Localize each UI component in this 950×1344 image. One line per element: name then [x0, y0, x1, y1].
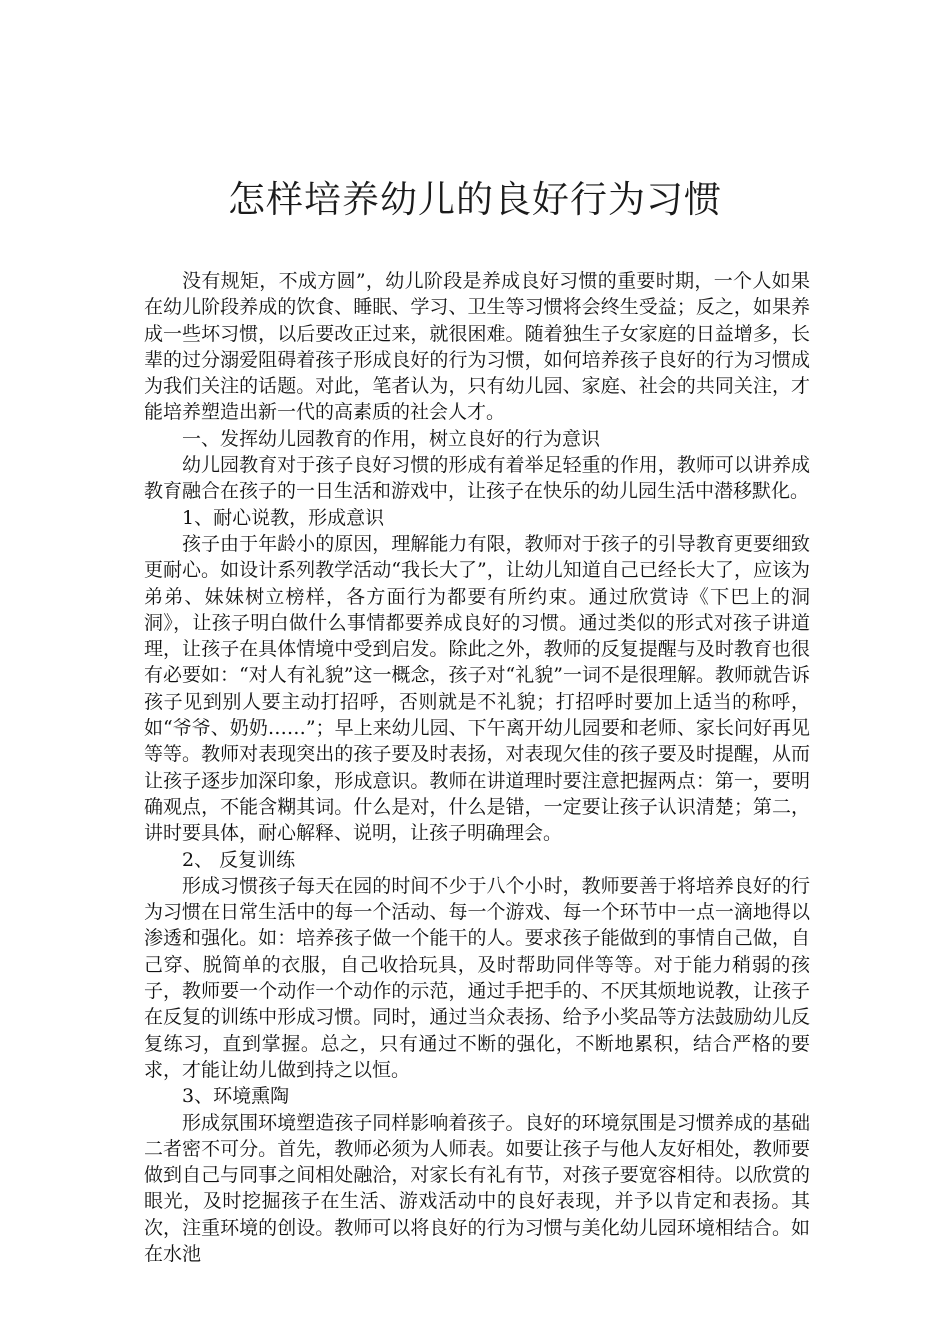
- paragraph-patient-teaching: 孩子由于年龄小的原因，理解能力有限，教师对于孩子的引导教育更要细致更耐心。如设计系列教学活动“我长大了”，让幼儿知道自己已经长大了，应该为弟弟、妹妹树立榜样，各方面行为都要有所约束。通过欣赏诗《下巴上的洞洞》，让孩子明白做什么事情都要养成良好的习惯。通过类似的形式对孩子讲道理，让孩子在具体情境中受到启发。除此之外，教师的反复提醒与及时教育也很有必要如：“对人有礼貌”这一概念，孩子对“礼貌”一词不是很理解。教师就告诉孩子见到别人要主动打招呼，否则就是不礼貌；打招呼时要加上适当的称呼，如“爷爷、奶奶……”；早上来幼儿园、下午离开幼儿园要和老师、家长问好再见等等。教师对表现突出的孩子要及时表扬，对表现欠佳的孩子要及时提醒，从而让孩子逐步加深印象，形成意识。教师在讲道理时要注意把握两点：第一，要明确观点，不能含糊其词。什么是对，什么是错，一定要让孩子认识清楚；第二，讲时要具体，耐心解释、说明，让孩子明确理会。: [144, 532, 810, 845]
- subheading-environment: 3、环境熏陶: [182, 1085, 290, 1108]
- document-title: 怎样培养幼儿的良好行为习惯: [228, 178, 722, 221]
- document-body: [144, 268, 810, 1267]
- subheading-repeated-training: 2、 反复训练: [182, 848, 296, 871]
- subheading-patient-teaching: 1、耐心说教，形成意识: [182, 506, 385, 529]
- paragraph-repeated-training: 形成习惯孩子每天在园的时间不少于八个小时，教师要善于将培养良好的行为习惯在日常生活中的每一个活动、每一个游戏、每一个环节中一点一滴地得以渗透和强化。如：培养孩子做一个能干的人。要求孩子能做到的事情自己做，自己穿、脱简单的衣服，自己收拾玩具，及时帮助同伴等等。对于能力稍弱的孩子，教师要一个动作一个动作的示范，通过手把手的、不厌其烦地说教，让孩子在反复的训练中形成习惯。同时，通过当众表扬、给予小奖品等方法鼓励幼儿反复练习，直到掌握。总之，只有通过不断的强化，不断地累积，结合严格的要求，才能让幼儿做到持之以恒。: [144, 874, 810, 1081]
- section-heading-1: 一、发挥幼儿园教育的作用，树立良好的行为意识: [182, 427, 601, 450]
- paragraph-kindergarten-role: 幼儿园教育对于孩子良好习惯的形成有着举足轻重的作用，教师可以讲养成教育融合在孩子的一日生活和游戏中，让孩子在快乐的幼儿园生活中潜移默化。: [144, 454, 810, 503]
- paragraph-intro: 没有规矩，不成方圆”，幼儿阶段是养成良好习惯的重要时期，一个人如果在幼儿阶段养成的饮食、睡眠、学习、卫生等习惯将会终生受益；反之，如果养成一些坏习惯，以后要改正过来，就很困难。随着独生子女家庭的日益增多，长辈的过分溺爱阻碍着孩子形成良好的行为习惯，如何培养孩子良好的行为习惯成为我们关注的话题。对此，笔者认为，只有幼儿园、家庭、社会的共同关注，才能培养塑造出新一代的高素质的社会人才。: [144, 270, 810, 424]
- paragraph-environment: 形成氛围环境塑造孩子同样影响着孩子。良好的环境氛围是习惯养成的基础二者密不可分。首先，教师必须为人师表。如要让孩子与他人友好相处，教师要做到自己与同事之间相处融洽，对家长有礼有节，对孩子要宽容相待。以欣赏的眼光，及时挖掘孩子在生活、游戏活动中的良好表现，并予以肯定和表扬。其次，注重环境的创设。教师可以将良好的行为习惯与美化幼儿园环境相结合。如在水池: [144, 1111, 810, 1265]
